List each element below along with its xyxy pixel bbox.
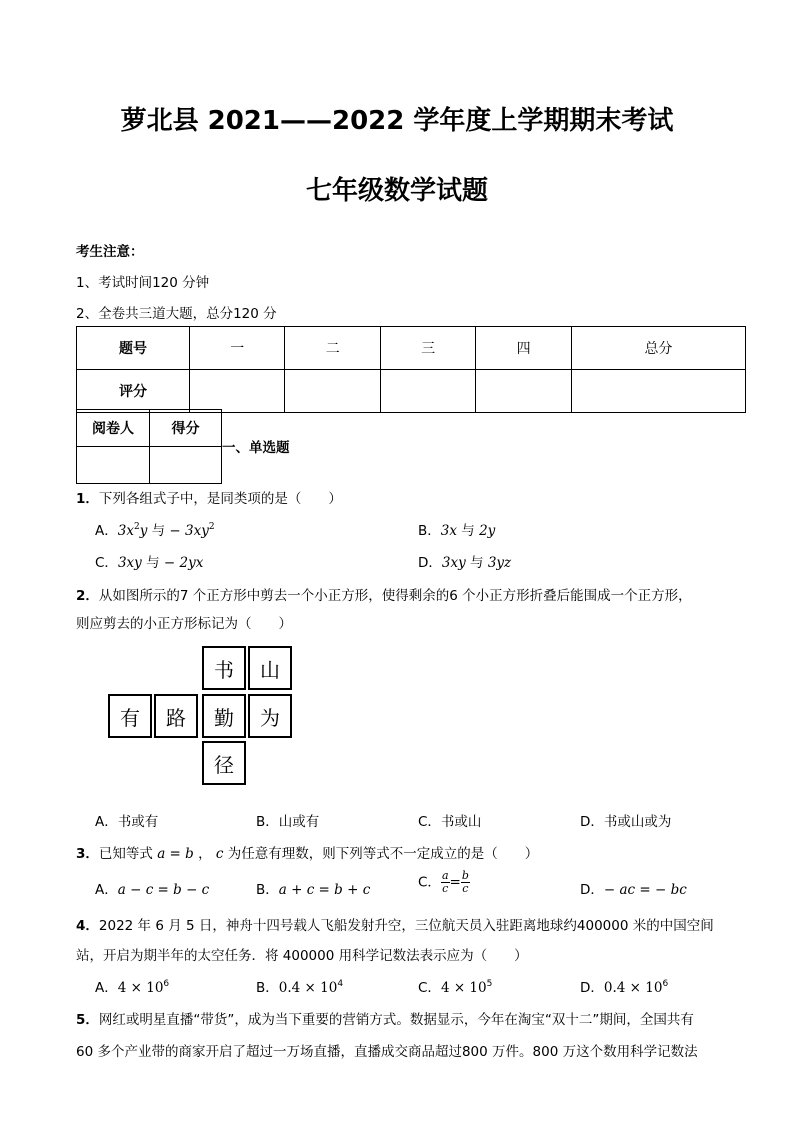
q1-text: 下列各组式子中，是同类项的是（ ） [98, 491, 342, 507]
q3-stem [76, 842, 538, 862]
q1-option-d[interactable] [418, 551, 511, 571]
exam-title: 萝北县 2021——2022 学年度上学期期末考试 [120, 106, 674, 136]
net-cell-you: 有 [108, 694, 152, 738]
score-input-2[interactable] [285, 370, 380, 413]
q4-c-base: 4 × 10 [440, 980, 487, 996]
q1-a-l: 3x [117, 523, 134, 539]
grader-label: 阅卷人 [77, 410, 150, 447]
q4-option-a[interactable] [95, 976, 169, 996]
q3-c-den2: c [462, 882, 469, 895]
q2-option-b[interactable]: B．山或有 [256, 814, 320, 830]
q3-d-label: D． [580, 882, 604, 898]
score-cell-total: 总分 [571, 327, 745, 370]
q1-d-label: D． [418, 555, 442, 571]
score-label: 得分 [150, 410, 222, 447]
exam-subtitle: 七年级数学试题 [305, 176, 488, 206]
q1-b-l: 3x [440, 523, 457, 539]
q2-stem-line1 [76, 584, 692, 604]
q1-a-label: A． [95, 523, 118, 539]
q1-c-label: C． [95, 555, 118, 571]
q4-a-base: 4 × 10 [117, 980, 164, 996]
q2-stem-line2: 则应剪去的小正方形标记为（ ） [76, 616, 292, 632]
q1-a-expr [118, 523, 148, 539]
q4-c-label: C． [418, 980, 441, 996]
notice-item-2: 2、全卷共三道大题，总分120 分 [76, 306, 277, 322]
q1-b-with: 与 [456, 523, 480, 539]
grader-header-row [77, 410, 222, 447]
q3-option-d[interactable] [580, 878, 687, 898]
q5-stem-line1 [76, 1008, 694, 1028]
q4-text-1: 2022 年 6 月 5 日，神舟十四号载人飞船发射升空，三位航天员入驻距离地球约400000 米的中国空间 [98, 918, 714, 934]
q4-d-exp: 6 [662, 979, 669, 989]
q4-stem-line2: 站，开启为期半年的太空任务．将 400000 用科学记数法表示应为（ ） [76, 948, 528, 964]
q1-a-r-text: − 3xy [169, 523, 209, 539]
q4-b-exp: 4 [337, 979, 344, 989]
score-input-total[interactable] [571, 370, 745, 413]
grader-input[interactable] [77, 447, 150, 484]
q1-d-l: 3xy [441, 555, 466, 571]
q3-text-a: 已知等式 [98, 846, 158, 862]
net-cell-shu: 书 [202, 646, 246, 690]
q3-option-b[interactable] [256, 878, 370, 898]
q2-option-c[interactable]: C．书或山 [418, 814, 482, 830]
q2-option-d[interactable]: D．书或山或为 [580, 814, 672, 830]
score-cell-label: 题号 [77, 327, 190, 370]
grader-table [76, 409, 222, 484]
score-input-3[interactable] [380, 370, 475, 413]
q2-text-1: 从如图所示的7 个正方形中剪去一个小正方形，使得剩余的6 个小正方形折叠后能围成一个正方形， [98, 588, 692, 604]
q3-c-label: C． [418, 874, 441, 891]
q3-text-c: 为任意有理数，则下列等式不一定成立的是（ ） [223, 846, 539, 862]
section-1-title: 一、单选题 [222, 440, 290, 456]
q5-stem-line2: 60 多个产业带的商家开启了超过一万场直播，直播成交商品超过800 万件。800 万这个数用科学记数法 [76, 1044, 698, 1060]
q3-a-expr: a − c = b − c [117, 882, 210, 898]
q3-c-frac-1 [441, 870, 450, 895]
q3-text-b: ， [193, 846, 216, 862]
q3-eq: a = b [157, 846, 194, 862]
net-cell-lu: 路 [154, 694, 198, 738]
cube-net-figure [108, 646, 300, 788]
score-input-1[interactable] [190, 370, 285, 413]
q3-c-eq: = [449, 874, 461, 891]
grader-score-input[interactable] [150, 447, 222, 484]
score-cell-4: 四 [476, 327, 571, 370]
q1-stem [76, 487, 342, 507]
net-cell-jing: 径 [202, 741, 246, 785]
q3-c-den1: c [442, 882, 449, 895]
q1-number: 1． [76, 491, 99, 507]
grader-input-row [77, 447, 222, 484]
q4-b-base: 0.4 × 10 [278, 980, 338, 996]
q1-option-a[interactable] [95, 519, 215, 539]
q3-option-c[interactable] [418, 870, 470, 895]
q1-a-with: 与 [147, 523, 170, 539]
q3-b-label: B． [256, 882, 279, 898]
q4-option-b[interactable] [256, 976, 343, 996]
q4-c-exp: 5 [486, 979, 493, 989]
q3-d-expr: − ac = − bc [603, 882, 687, 898]
net-cell-qin: 勤 [202, 694, 246, 738]
q3-var-c: c [215, 846, 224, 862]
q3-a-label: A． [95, 882, 118, 898]
q1-d-r: 3yz [487, 555, 512, 571]
q4-a-exp: 6 [163, 979, 170, 989]
q1-b-r: 2y [479, 523, 496, 539]
q1-d-with: 与 [465, 555, 488, 571]
q1-option-c[interactable] [95, 551, 203, 571]
notice-item-1: 1、考试时间120 分钟 [76, 275, 210, 291]
q1-a-r-exp: 2 [208, 522, 215, 532]
q4-stem-line1 [76, 914, 714, 934]
q3-c-num1: a [441, 869, 449, 882]
q3-option-a[interactable] [95, 878, 209, 898]
q1-c-l: 3xy [117, 555, 142, 571]
score-table [76, 326, 746, 413]
q4-number: 4． [76, 918, 99, 934]
net-cell-wei: 为 [248, 694, 292, 738]
q1-option-b[interactable] [418, 519, 495, 539]
score-table-score-row [77, 370, 746, 413]
q4-d-base: 0.4 × 10 [603, 980, 663, 996]
net-cell-shan: 山 [248, 646, 292, 690]
q1-a-r [169, 523, 214, 539]
q3-number: 3． [76, 846, 99, 862]
q5-text-1: 网红或明星直播“带货”，成为当下重要的营销方式。数据显示，今年在淘宝“双十二”期间，全国共有 [98, 1012, 694, 1028]
score-row-label: 评分 [77, 370, 190, 413]
q4-option-d[interactable] [580, 976, 668, 996]
q3-c-num2: b [461, 869, 469, 882]
score-cell-2: 二 [285, 327, 380, 370]
score-input-4[interactable] [476, 370, 571, 413]
q1-c-with: 与 [141, 555, 164, 571]
notice-heading: 考生注意： [76, 244, 144, 260]
score-table-header-row [77, 327, 746, 370]
q1-b-label: B． [418, 523, 441, 539]
q4-d-label: D． [580, 980, 604, 996]
q2-option-a[interactable]: A．书或有 [95, 814, 159, 830]
q3-c-frac-2 [461, 870, 470, 895]
q4-b-label: B． [256, 980, 279, 996]
score-cell-1: 一 [190, 327, 285, 370]
q3-b-expr: a + c = b + c [278, 882, 371, 898]
q5-number: 5． [76, 1012, 99, 1028]
q2-number: 2． [76, 588, 99, 604]
q4-option-c[interactable] [418, 976, 492, 996]
q1-c-r: − 2yx [163, 555, 204, 571]
score-cell-3: 三 [380, 327, 475, 370]
q1-a-l2: y [139, 523, 148, 539]
q1-a-l-exp: 2 [133, 522, 140, 532]
q4-a-label: A． [95, 980, 118, 996]
